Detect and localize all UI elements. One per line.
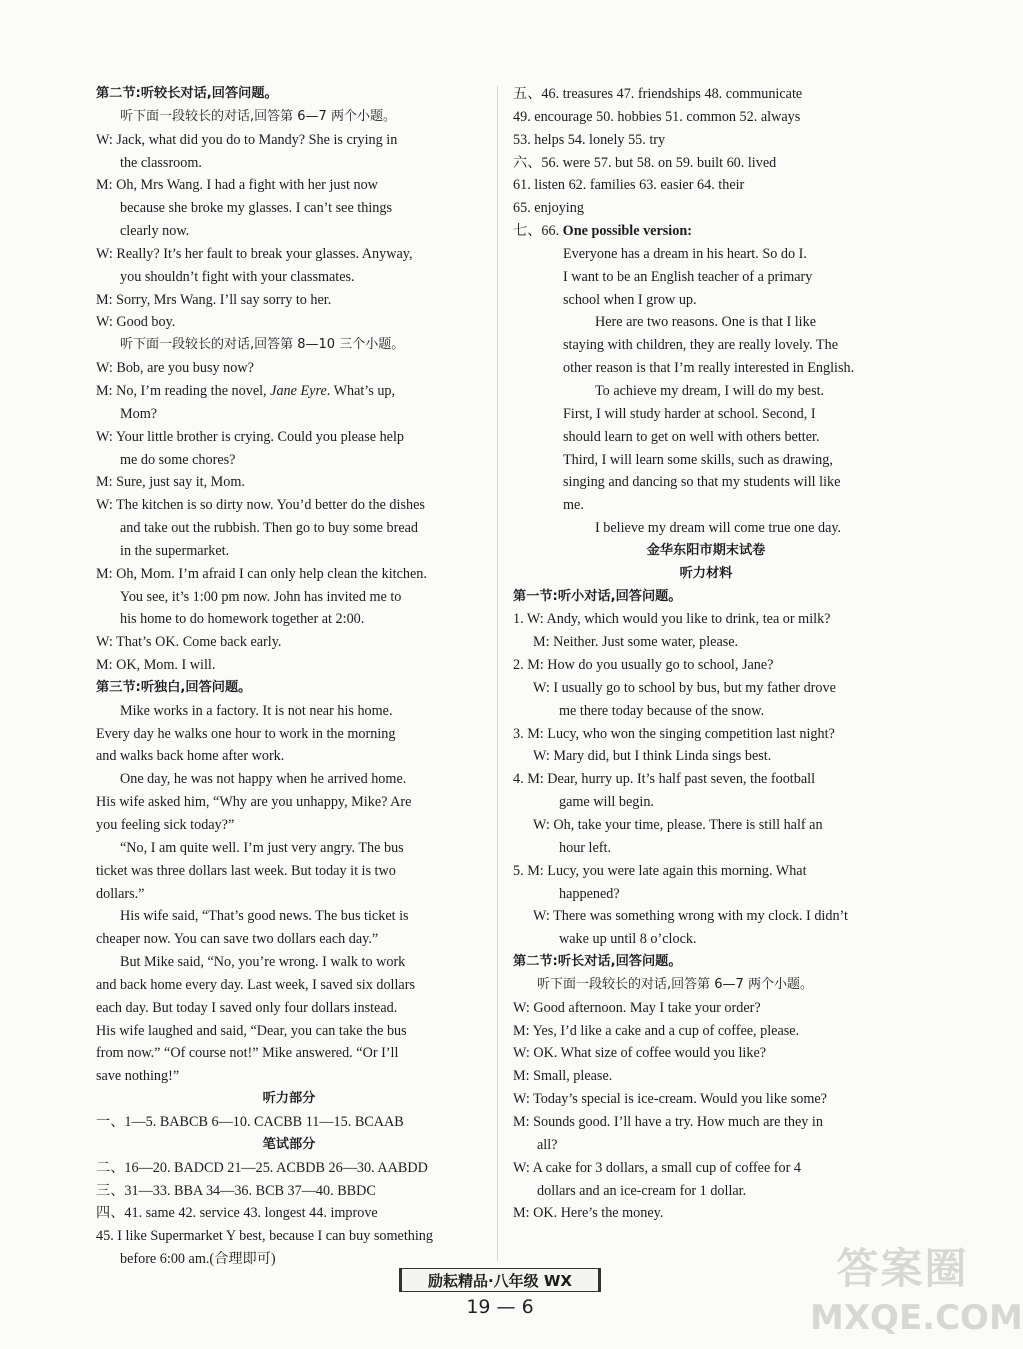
dialog-line: W: A cake for 3 dollars, a small cup of coffee for 4 xyxy=(513,1159,801,1176)
dialog-text: M: No, I’m reading the novel, xyxy=(96,382,271,399)
answer-line: 四、41. same 42. service 43. longest 44. improve xyxy=(96,1205,378,1222)
answer-line: 49. encourage 50. hobbies 51. common 52. always xyxy=(513,108,801,125)
dialog-line: W: That’s OK. Come back early. xyxy=(96,634,282,651)
dialog-line: game will begin. xyxy=(559,794,654,811)
dialog-line: W: Oh, take your time, please. There is still half an xyxy=(533,817,823,833)
dialog-line: W: Jack, what did you do to Mandy? She is crying in xyxy=(96,131,398,148)
dialog-line: 3. M: Lucy, who won the singing competition last night? xyxy=(513,725,835,742)
dialog-line: M: Oh, Mrs Wang. I had a fight with her just now xyxy=(96,177,378,194)
dialog-line: W: Really? It’s her fault to break your glasses. Anyway, xyxy=(96,245,413,262)
essay-line: I believe my dream will come true one day. xyxy=(595,520,842,537)
left-column xyxy=(96,83,482,1271)
dialog-line: 2. M: How do you usually go to school, Jane? xyxy=(513,657,774,674)
monologue-line: save nothing!” xyxy=(96,1068,180,1085)
dialog-line: 5. M: Lucy, you were late again this morning. What xyxy=(513,862,807,879)
dialog-line: M: Sorry, Mrs Wang. I’ll say sorry to her. xyxy=(96,291,332,308)
monologue-line: and walks back home after work. xyxy=(96,748,285,765)
answer-line: 六、56. were 57. but 58. on 59. built 60. lived xyxy=(513,154,777,171)
dialog-line: W: Your little brother is crying. Could you please help xyxy=(96,428,405,445)
essay-line: singing and dancing so that my students will like xyxy=(563,474,841,491)
dialog-line: clearly now. xyxy=(120,223,190,240)
dialog-line: M: Oh, Mom. I’m afraid I can only help clean the kitchen. xyxy=(96,565,427,582)
dialog-line: W: The kitchen is so dirty now. You’d better do the dishes xyxy=(96,497,425,514)
version-label: One possible version: xyxy=(562,223,692,240)
dialog-line: W: Today’s special is ice-cream. Would you like some? xyxy=(513,1091,827,1108)
dialog-line: M: OK. Here’s the money. xyxy=(513,1205,664,1222)
dialog-line: hour left. xyxy=(559,839,612,856)
dialog-line: because she broke my glasses. I can’t see things xyxy=(120,200,392,217)
dialog-line: me there today because of the snow. xyxy=(559,702,765,719)
monologue-line: One day, he was not happy when he arrived home. xyxy=(120,771,407,788)
novel-title: Jane Eyre xyxy=(270,382,327,399)
dialog-line: me do some chores? xyxy=(120,451,236,468)
dialog-line: 4. M: Dear, hurry up. It’s half past seven, the football xyxy=(513,771,816,788)
monologue-line: Every day he walks one hour to work in the morning xyxy=(96,725,396,742)
essay-line: me. xyxy=(563,497,584,514)
dialog-line: dollars and an ice-cream for 1 dollar. xyxy=(537,1182,747,1199)
exam-title: 金华东阳市期末试卷 xyxy=(646,542,766,558)
dialog-line: in the supermarket. xyxy=(120,542,230,559)
dialog-line: 1. W: Andy, which would you like to drink, tea or milk? xyxy=(513,611,831,628)
monologue-line: His wife asked him, “Why are you unhappy, Mike? Are xyxy=(96,794,412,811)
answer-line: 三、31—33. BBA 34—36. BCB 37—40. BBDC xyxy=(96,1182,376,1199)
essay-line: other reason is that I’m really interested in English. xyxy=(563,360,855,377)
dialog-line: you shouldn’t fight with your classmates. xyxy=(120,268,355,285)
answer-line: 一、1—5. BABCB 6—10. CACBB 11—15. BCAAB xyxy=(96,1113,404,1130)
answer-number: 七、66. xyxy=(513,223,563,240)
monologue-line: ticket was three dollars last week. But today it is two xyxy=(96,862,396,879)
monologue-line: But Mike said, “No, you’re wrong. I walk to work xyxy=(120,954,406,971)
dialog-line: You see, it’s 1:00 pm now. John has invited me to xyxy=(120,588,402,605)
section-heading: 第二节:听较长对话,回答问题。 xyxy=(96,86,278,101)
dialog-line: M: Sure, just say it, Mom. xyxy=(96,474,245,491)
dialog-line xyxy=(96,380,482,403)
material-title: 听力材料 xyxy=(679,565,733,581)
dialog-line: W: OK. What size of coffee would you like? xyxy=(513,1045,767,1062)
answer-line: 65. enjoying xyxy=(513,200,584,217)
answer-line: before 6:00 am.(合理即可) xyxy=(120,1251,276,1268)
dialog-line: M: Neither. Just some water, please. xyxy=(533,634,739,651)
dialog-line: Mom? xyxy=(120,405,158,422)
monologue-line: “No, I am quite well. I’m just very angry. The bus xyxy=(120,839,404,856)
book-banner: 励耘精品·八年级 WX xyxy=(399,1268,601,1292)
essay-line: should learn to get on well with others better. xyxy=(563,428,820,445)
essay-line: To achieve my dream, I will do my best. xyxy=(595,382,825,399)
monologue-line: from now.” “Of course not!” Mike answered. “Or I’ll xyxy=(96,1045,399,1062)
monologue-line: and back home every day. Last week, I saved six dollars xyxy=(96,976,415,993)
answer-line: 五、46. treasures 47. friendships 48. communicate xyxy=(513,86,803,102)
page-number: 19 — 6 xyxy=(466,1296,534,1318)
dialog-line: and take out the rubbish. Then go to buy some bread xyxy=(120,520,419,537)
part-title: 笔试部分 xyxy=(262,1136,316,1152)
part-title: 听力部分 xyxy=(262,1091,316,1107)
dialog-line: happened? xyxy=(559,885,620,902)
dialog-line: W: Bob, are you busy now? xyxy=(96,360,254,377)
dialog-line: W: Good afternoon. May I take your order? xyxy=(513,999,761,1016)
dialog-line: the classroom. xyxy=(120,154,202,171)
dialog-line: M: Sounds good. I’ll have a try. How much are they in xyxy=(513,1113,823,1130)
dialog-line: his home to do homework together at 2:00. xyxy=(120,611,365,628)
monologue-line: Mike works in a factory. It is not near his home. xyxy=(120,702,393,719)
monologue-line: you feeling sick today?” xyxy=(96,817,235,833)
essay-line: Everyone has a dream in his heart. So do I. xyxy=(563,245,807,262)
dialog-line: W: There was something wrong with my clock. I didn’t xyxy=(533,908,848,925)
essay-line: First, I will study harder at school. Second, I xyxy=(563,405,816,422)
answer-line xyxy=(513,220,899,243)
dialog-line: wake up until 8 o’clock. xyxy=(559,931,697,948)
dialog-line: W: Good boy. xyxy=(96,314,176,331)
watermark-url: MXQE.COM xyxy=(810,1298,1023,1338)
monologue-line: each day. But today I saved only four dollars instead. xyxy=(96,999,398,1016)
column-divider xyxy=(497,86,498,1261)
dialog-line: M: OK, Mom. I will. xyxy=(96,657,216,674)
monologue-line: dollars.” xyxy=(96,885,145,902)
answer-line: 53. helps 54. lonely 55. try xyxy=(513,131,666,148)
monologue-line: His wife laughed and said, “Dear, you can take the bus xyxy=(96,1022,407,1039)
dialog-line: W: Mary did, but I think Linda sings best. xyxy=(533,748,772,765)
instruction: 听下面一段较长的对话,回答第 6—7 两个小题。 xyxy=(537,976,813,992)
monologue-line: cheaper now. You can save two dollars each day.” xyxy=(96,931,379,948)
essay-line: Third, I will learn some skills, such as drawing, xyxy=(563,451,833,468)
section-heading: 第三节:听独白,回答问题。 xyxy=(96,679,252,695)
dialog-line: M: Small, please. xyxy=(513,1068,613,1085)
watermark-logo: 答案圈 xyxy=(836,1244,969,1293)
dialog-line: W: I usually go to school by bus, but my father drove xyxy=(533,679,836,696)
monologue-line: His wife said, “That’s good news. The bus ticket is xyxy=(120,908,409,925)
dialog-line: all? xyxy=(537,1136,558,1153)
essay-line: school when I grow up. xyxy=(563,291,697,308)
dialog-line: M: Yes, I’d like a cake and a cup of coffee, please. xyxy=(513,1022,800,1039)
section-heading: 第一节:听小对话,回答问题。 xyxy=(513,588,682,604)
site-watermark xyxy=(810,1236,1023,1344)
dialog-text: . What’s up, xyxy=(326,382,396,399)
right-column xyxy=(513,83,899,1225)
instruction: 听下面一段较长的对话,回答第 8—10 三个小题。 xyxy=(120,337,405,353)
essay-line: Here are two reasons. One is that I like xyxy=(595,314,817,331)
answer-line: 61. listen 62. families 63. easier 64. their xyxy=(513,177,745,194)
section-heading: 第二节:听长对话,回答问题。 xyxy=(513,954,682,970)
instruction: 听下面一段较长的对话,回答第 6—7 两个小题。 xyxy=(120,108,396,124)
essay-line: staying with children, they are really lovely. The xyxy=(563,337,838,354)
answer-line: 45. I like Supermarket Y best, because I can buy something xyxy=(96,1228,433,1245)
essay-line: I want to be an English teacher of a primary xyxy=(563,268,813,285)
answer-line: 二、16—20. BADCD 21—25. ACBDB 26—30. AABDD xyxy=(96,1159,428,1176)
